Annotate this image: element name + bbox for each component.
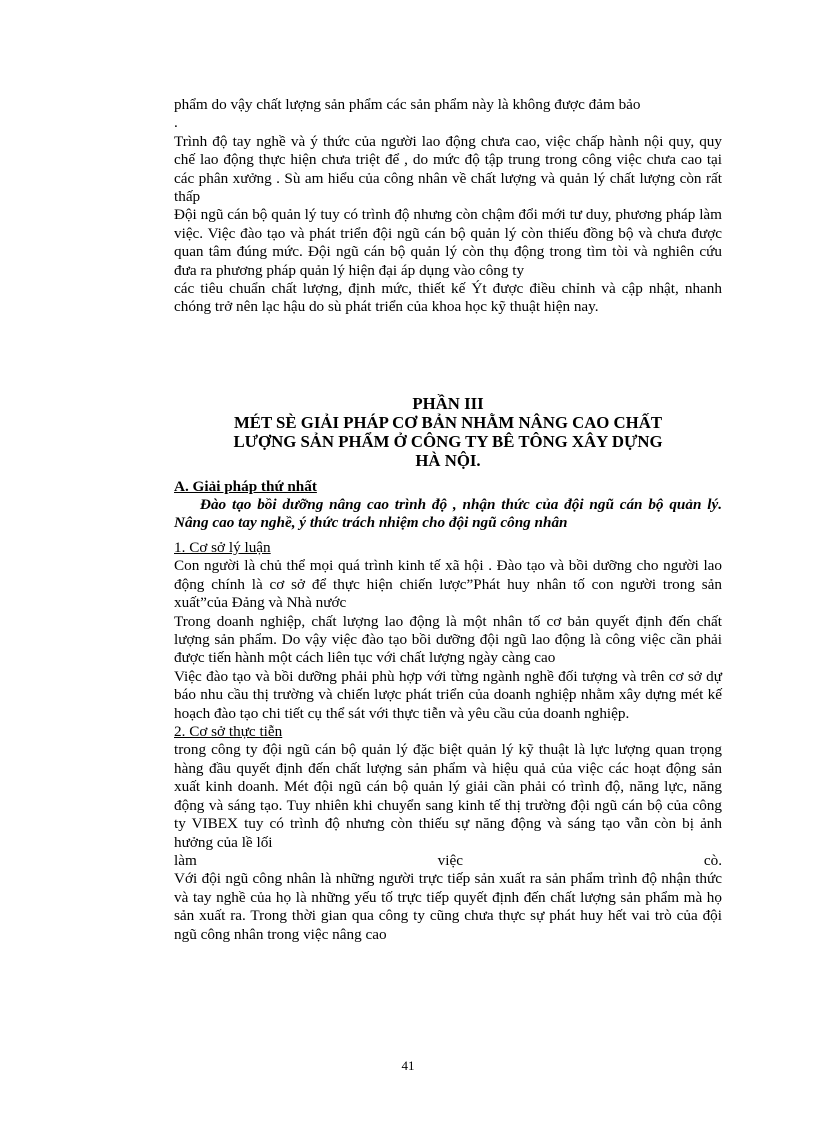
basis-theory-heading: 1. Cơ sở lý luận [174,539,271,556]
paragraph-dot: . [174,114,178,132]
paragraph-management-role: trong công ty đội ngũ cán bộ quản lý đặc biệt quản lý kỹ thuật là lực lượng quan trọng hàng đầu quyết định đến chất lượng sản phẩm và hiệu quả của việc các hoạt động sản xuất kinh doanh. Mét đội ngũ cán bộ quản lý giải cần phải có trình độ, năng lực, năng động và sáng tạo. Tuy nhiên khi chuyển sang kinh tế thị trường đội ngũ cán bộ của công ty VIBEX tuy có trình độ nhưng còn thiếu sự năng động và sáng tạo vẫn còn bị ảnh hưởng của lề lối [174,741,722,851]
paragraph-labor-quality: Trong doanh nghiệp, chất lượng lao động là một nhân tố cơ bản quyết định đến chất lượng sản phẩm. Do vậy việc đào tạo bồi dưỡng đội ngũ lao động là công việc cần phải được tiến hành một cách liên tục với chất lượng ngày càng cao [174,612,722,667]
paragraph-training-plan: Việc đào tạo và bồi dưỡng phải phù hợp với từng ngành nghề đối tượng và trên cơ sở dự báo nhu cầu thị trường và chiến lược phát triển của doanh nghiệp nhằm xây dựng mét kế hoạch đào tạo chi tiết cụ thể sát với thực tiễn và yêu cầu của doanh nghiệp. [174,667,722,722]
part-title-line-1: MÉT SÈ GIẢI PHÁP CƠ BẢN NHẰM NÂNG CAO CHẤT [233,413,663,432]
paragraph-quality-standards: các tiêu chuẩn chất lượng, định mức, thiết kế Ýt được điều chỉnh và cập nhật, nhanh chóng trở nên lạc hậu do sù phát triển của khoa học kỹ thuật hiện nay. [174,280,722,316]
paragraph-old-habits: làm việc cò. [174,851,722,869]
basis-practice-heading: 2. Cơ sở thực tiễn [174,723,283,741]
paragraph-product-quality: phẩm do vậy chất lượng sản phẩm các sản phẩm này là không được đảm bảo [174,96,641,113]
part-number: PHẦN III [412,394,484,413]
part-heading [160,394,736,470]
paragraph-human-factor: Con người là chủ thể mọi quá trình kinh tế xã hội . Đào tạo và bồi dưỡng cho người lao động chính là cơ sở để thực hiện chiến lược”Phát huy nhân tố con người trong sản xuất”của Đảng và Nhà nước [174,557,722,612]
intro-text-block [174,96,722,317]
paragraph-workers-role: Với đội ngũ công nhân là những người trực tiếp sản xuất ra sản phẩm trình độ nhận thức và tay nghề của họ là những yếu tố trực tiếp quyết định đến chất lượng sản phẩm mà họ sản xuất ra. Trong thời gian qua công ty cũng chưa thực sự phát huy hết vai trò của đội ngũ công nhân trong việc nâng cao [174,870,722,943]
paragraph-worker-skill: Trình độ tay nghề và ý thức của người lao động chưa cao, việc chấp hành nội quy, quy chế lao động thực hiện chưa triệt để , do mức độ tập trung trong công việc chưa cao tại các phân xưởng . Sù am hiểu của công nhân về chất lượng và quản lý chất lượng còn rất thấp [174,132,722,206]
paragraph-management-staff: Đội ngũ cán bộ quản lý tuy có trình độ nhưng còn chậm đổi mới tư duy, phương pháp làm việc. Việc đào tạo và phát triển đội ngũ cán bộ quản lý còn thiếu đồng bộ và chưa được quan tâm đúng mức. Đội ngũ cán bộ quản lý còn thụ động trong tìm tòi và nghiên cứu đưa ra phương pháp quản lý hiện đại áp dụng vào công ty [174,206,722,279]
section-a-subtitle: Đào tạo bồi dưỡng nâng cao trình độ , nhận thức của đội ngũ cán bộ quản lý. Nâng cao tay nghề, ý thức trách nhiệm cho đội ngũ công nhân [174,496,722,532]
part-title-line-3: HÀ NỘI. [415,451,481,470]
part-title-line-2: LƯỢNG SẢN PHẨM Ở CÔNG TY BÊ TÔNG XÂY DỰNG [233,432,663,451]
page-number: 41 [401,1058,415,1073]
section-a-title: A. Giải pháp thứ nhất [174,478,317,495]
section-a-body [174,539,722,944]
